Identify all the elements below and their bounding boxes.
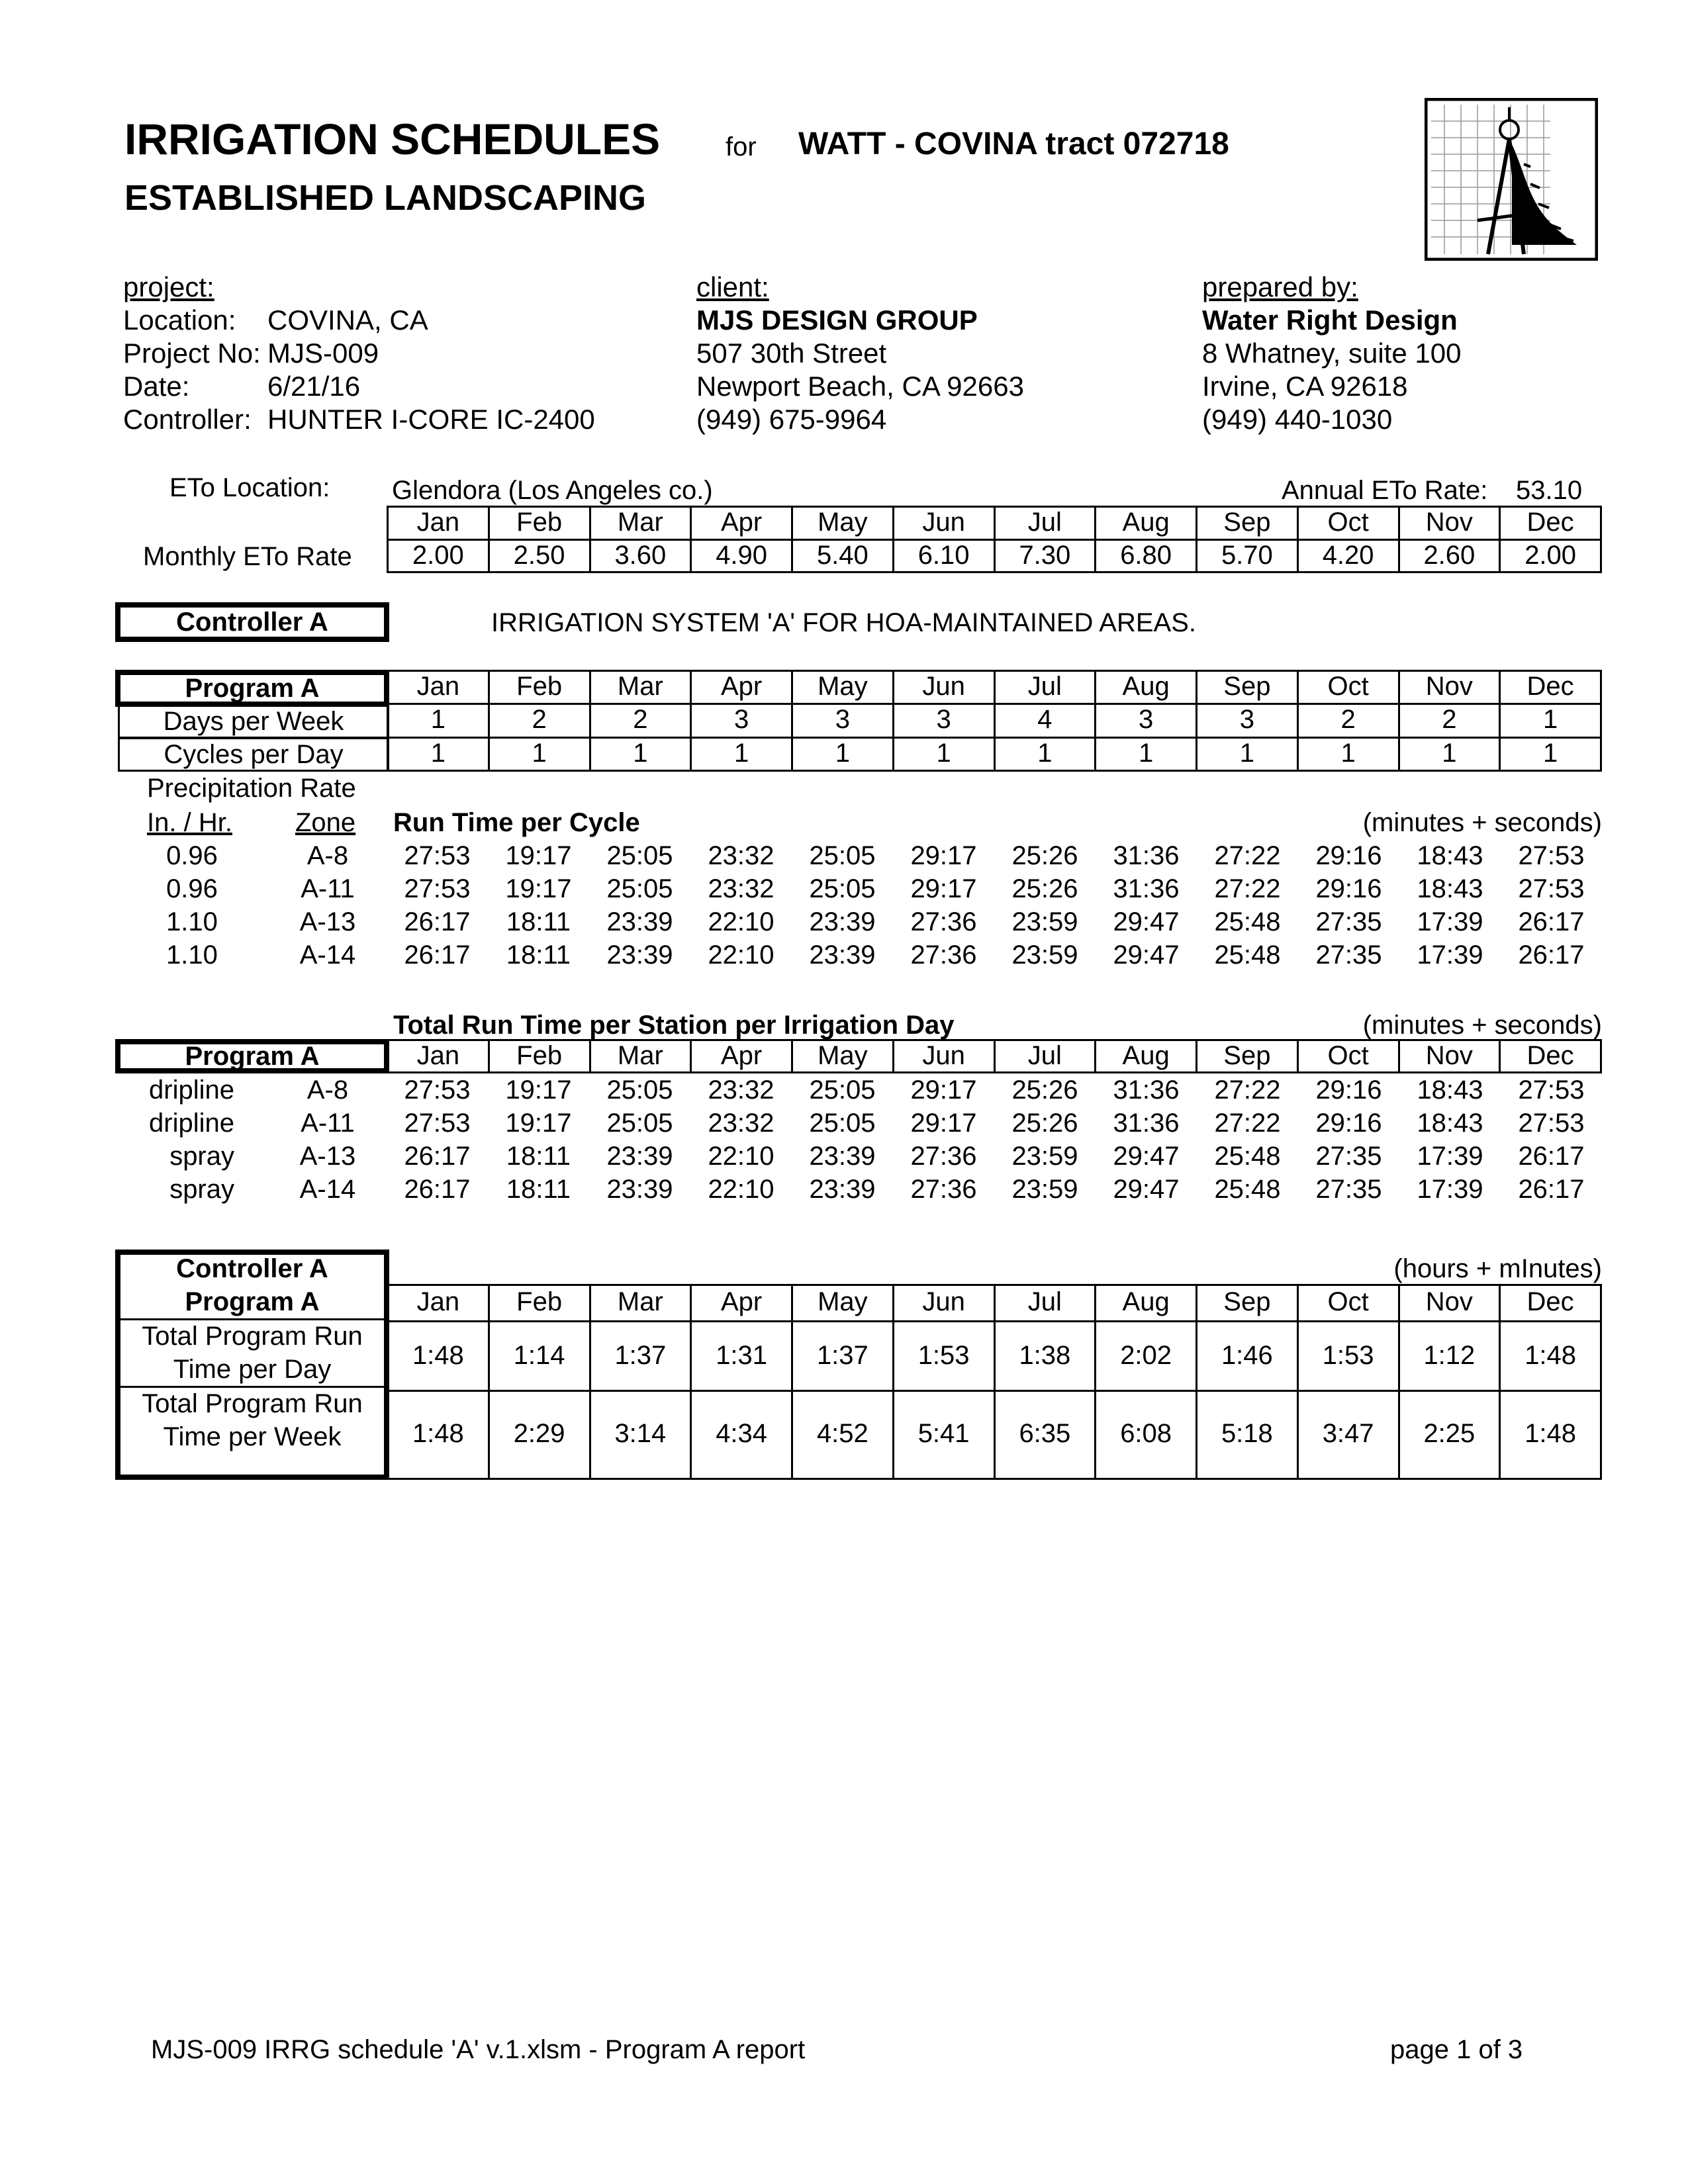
per-day-cell: 1:53 <box>894 1322 996 1390</box>
station-zone: A-8 <box>306 1075 349 1105</box>
cycles-cell: 1 <box>1096 739 1197 770</box>
eto-rate-row <box>389 541 1600 572</box>
per-week-cell: 3:14 <box>591 1392 692 1478</box>
runtime-cell: 18:11 <box>506 940 571 970</box>
cycles-cell: 1 <box>389 739 490 770</box>
month-header: Jun <box>894 1286 996 1320</box>
page-subtitle: ESTABLISHED LANDSCAPING <box>124 178 647 218</box>
per-day-cell: 1:46 <box>1197 1322 1299 1390</box>
page-title: IRRIGATION SCHEDULES <box>124 114 661 163</box>
month-header: Jul <box>996 1286 1097 1320</box>
runtime-cell: 26:17 <box>1518 907 1585 936</box>
runtime-cell: 26:17 <box>404 940 471 970</box>
station-program-label: Program A <box>185 1041 320 1071</box>
cycles-per-day-label: Cycles per Day <box>164 739 344 769</box>
zone-cell: A-8 <box>306 841 349 870</box>
runtime-cell: 25:48 <box>1214 940 1281 970</box>
station-cell: 25:05 <box>606 1109 673 1138</box>
month-header: Sep <box>1197 508 1299 539</box>
days-cell: 2 <box>1299 705 1400 736</box>
station-cell: 25:05 <box>809 1109 876 1138</box>
month-header: Jan <box>389 672 490 703</box>
month-header: Dec <box>1526 1041 1574 1070</box>
annual-eto-label: Annual ETo Rate: <box>1282 476 1488 505</box>
eto-rate-cell: 3.60 <box>591 541 692 572</box>
date-value: 6/21/16 <box>267 371 361 402</box>
client-address1: 507 30th Street <box>696 338 887 369</box>
station-cell: 27:22 <box>1214 1075 1281 1105</box>
month-header: Feb <box>490 508 591 539</box>
per-week-cell: 2:29 <box>490 1392 591 1478</box>
station-cell: 22:10 <box>708 1142 774 1171</box>
zone-cell: A-13 <box>299 907 356 936</box>
station-cell: 29:47 <box>1113 1142 1180 1171</box>
runtime-cell: 18:43 <box>1417 841 1483 870</box>
station-cell: 26:17 <box>1518 1142 1585 1171</box>
per-day-cell: 2:02 <box>1096 1322 1197 1390</box>
project-number-label: Project No: <box>123 338 261 369</box>
month-header: Oct <box>1299 672 1400 703</box>
per-day-cell: 1:37 <box>793 1322 894 1390</box>
runtime-cell: 31:36 <box>1113 841 1180 870</box>
station-cell: 27:53 <box>1518 1075 1585 1105</box>
runtime-cell: 27:36 <box>910 907 977 936</box>
runtime-cell: 26:17 <box>404 907 471 936</box>
runtime-cell: 25:05 <box>809 841 876 870</box>
station-zone: A-13 <box>299 1142 356 1171</box>
days-cell: 4 <box>996 705 1097 736</box>
month-header: Jul <box>996 672 1097 703</box>
per-week-cell: 6:35 <box>996 1392 1097 1478</box>
month-header: Feb <box>490 672 591 703</box>
controller-label: Controller A <box>176 607 328 637</box>
runtime-cell: 29:47 <box>1113 940 1180 970</box>
runtime-title: Run Time per Cycle <box>393 808 640 837</box>
station-cell: 26:17 <box>1518 1175 1585 1204</box>
month-header: Jan <box>389 1041 490 1071</box>
station-cell: 27:36 <box>910 1175 977 1204</box>
station-cell: 29:16 <box>1315 1075 1382 1105</box>
month-header: Sep <box>1197 1286 1299 1320</box>
month-header: Jun <box>894 508 996 539</box>
runtime-cell: 27:53 <box>404 841 471 870</box>
station-month-row <box>387 1039 1602 1073</box>
program-month-row <box>389 672 1600 705</box>
runtime-cell: 27:53 <box>404 874 471 903</box>
controller-description: IRRIGATION SYSTEM 'A' FOR HOA-MAINTAINED AREAS. <box>491 608 1197 637</box>
month-header: Dec <box>1526 1287 1574 1316</box>
prepared-address2: Irvine, CA 92618 <box>1202 371 1408 402</box>
runtime-row <box>387 938 1602 972</box>
runtime-cell: 27:36 <box>910 940 977 970</box>
runtime-cell: 29:47 <box>1113 907 1180 936</box>
runtime-cell: 22:10 <box>708 940 774 970</box>
eto-rate-cell: 4.20 <box>1299 541 1400 572</box>
station-cell: 19:17 <box>505 1075 572 1105</box>
month-header: Nov <box>1400 1286 1501 1320</box>
month-header: Mar <box>591 1286 692 1320</box>
month-header: Apr <box>692 672 793 703</box>
days-cell: 3 <box>894 705 996 736</box>
station-cell: 25:05 <box>606 1075 673 1105</box>
per-day-cell: 1:14 <box>490 1322 591 1390</box>
station-cell: 18:11 <box>506 1142 571 1171</box>
runtime-units: (minutes + seconds) <box>1362 808 1602 837</box>
eto-rate-cell: 2.00 <box>1524 540 1577 570</box>
summary-controller-label: Controller A <box>176 1254 328 1283</box>
month-header: Feb <box>490 1286 591 1320</box>
station-cell: 27:53 <box>404 1075 471 1105</box>
runtime-cell: 25:26 <box>1011 841 1078 870</box>
program-box <box>115 670 389 707</box>
station-cell: 25:48 <box>1214 1175 1281 1204</box>
month-header: Aug <box>1096 672 1197 703</box>
station-cell: 25:48 <box>1214 1142 1281 1171</box>
runtime-cell: 29:16 <box>1315 874 1382 903</box>
month-header: May <box>793 672 894 703</box>
compass-tree-logo-icon <box>1425 98 1598 261</box>
month-header: May <box>793 508 894 539</box>
runtime-cell: 27:53 <box>1518 841 1585 870</box>
station-cell: 27:35 <box>1315 1175 1382 1204</box>
runtime-cell: 27:22 <box>1214 874 1281 903</box>
controller-label: Controller: <box>123 404 252 435</box>
annual-eto-value: 53.10 <box>1516 476 1583 505</box>
runtime-cell: 22:10 <box>708 907 774 936</box>
runtime-cell: 25:05 <box>606 874 673 903</box>
days-cell: 2 <box>591 705 692 736</box>
per-week-cell: 1:48 <box>389 1392 490 1478</box>
client-heading: client: <box>696 271 769 302</box>
per-day-row <box>389 1322 1600 1392</box>
location-label: Location: <box>123 304 236 336</box>
station-zone: A-14 <box>299 1175 356 1204</box>
location-value: COVINA, CA <box>267 304 428 336</box>
month-header: Oct <box>1299 508 1400 539</box>
in-hr-label: In. / Hr. <box>147 808 232 837</box>
date-label: Date: <box>123 371 190 402</box>
precip-rate-cell: 0.96 <box>166 874 218 903</box>
summary-units: (hours + mInutes) <box>1393 1254 1602 1283</box>
station-cell: 23:39 <box>606 1142 673 1171</box>
station-cell: 17:39 <box>1417 1142 1483 1171</box>
project-number-value: MJS-009 <box>267 338 379 369</box>
station-cell: 27:22 <box>1214 1109 1281 1138</box>
runtime-row <box>387 839 1602 872</box>
station-row <box>387 1073 1602 1107</box>
runtime-cell: 23:32 <box>708 841 774 870</box>
cycles-cell: 1 <box>1299 739 1400 770</box>
days-label-cell <box>118 704 389 739</box>
month-header: Aug <box>1096 1041 1197 1071</box>
precip-rate-cell: 1.10 <box>166 907 218 936</box>
footer-page-number: page 1 of 3 <box>1390 2035 1523 2064</box>
month-header: Oct <box>1299 1041 1400 1071</box>
runtime-cell: 23:39 <box>809 940 876 970</box>
runtime-cell: 27:35 <box>1315 940 1382 970</box>
cycles-cell: 1 <box>490 739 591 770</box>
runtime-cell: 25:05 <box>606 841 673 870</box>
station-cell: 23:59 <box>1011 1142 1078 1171</box>
station-cell: 29:47 <box>1113 1175 1180 1204</box>
week-label-line2: Time per Week <box>163 1422 342 1451</box>
prepared-heading: prepared by: <box>1202 271 1358 302</box>
station-cell: 29:16 <box>1315 1109 1382 1138</box>
footer-filename: MJS-009 IRRG schedule 'A' v.1.xlsm - Program A report <box>151 2035 806 2064</box>
eto-rate-cell: 6.80 <box>1096 541 1197 572</box>
cycles-cell: 1 <box>1400 739 1501 770</box>
station-cell: 23:39 <box>606 1175 673 1204</box>
station-cell: 27:36 <box>910 1142 977 1171</box>
month-header: Jul <box>996 508 1097 539</box>
controller-value: HUNTER I-CORE IC-2400 <box>267 404 595 435</box>
month-header: Apr <box>692 508 793 539</box>
cycles-cell: 1 <box>591 739 692 770</box>
runtime-cell: 23:39 <box>606 907 673 936</box>
station-cell: 18:43 <box>1417 1075 1483 1105</box>
runtime-cell: 23:59 <box>1011 907 1078 936</box>
runtime-cell: 26:17 <box>1518 940 1585 970</box>
days-cell: 1 <box>1543 705 1558 735</box>
week-label-line1: Total Program Run <box>142 1389 363 1418</box>
program-label: Program A <box>185 673 320 703</box>
zone-label: Zone <box>295 808 356 837</box>
runtime-cell: 18:11 <box>506 907 571 936</box>
prepared-phone: (949) 440-1030 <box>1202 404 1393 435</box>
station-type: dripline <box>149 1075 234 1105</box>
station-type: dripline <box>149 1109 234 1138</box>
runtime-cell: 23:32 <box>708 874 774 903</box>
month-header: Sep <box>1197 1041 1299 1071</box>
runtime-cell: 27:35 <box>1315 907 1382 936</box>
month-header: Jul <box>996 1041 1097 1071</box>
runtime-cell: 23:59 <box>1011 940 1078 970</box>
eto-location-value: Glendora (Los Angeles co.) <box>392 476 713 505</box>
station-cell: 23:39 <box>809 1142 876 1171</box>
per-week-cell: 4:52 <box>793 1392 894 1478</box>
per-day-cell: 1:38 <box>996 1322 1097 1390</box>
month-header: Mar <box>591 672 692 703</box>
month-header: Nov <box>1400 672 1501 703</box>
eto-month-row <box>389 508 1600 541</box>
station-cell: 27:53 <box>404 1109 471 1138</box>
per-week-cell: 6:08 <box>1096 1392 1197 1478</box>
runtime-cell: 31:36 <box>1113 874 1180 903</box>
precip-rate-label: Precipitation Rate <box>147 774 356 803</box>
runtime-cell: 17:39 <box>1417 907 1483 936</box>
cycles-cell: 1 <box>692 739 793 770</box>
precip-rate-cell: 1.10 <box>166 940 218 970</box>
month-header: Sep <box>1197 672 1299 703</box>
cycles-cell: 1 <box>1543 738 1558 768</box>
days-cell: 3 <box>692 705 793 736</box>
station-program-box <box>115 1039 389 1073</box>
station-cell: 17:39 <box>1417 1175 1483 1204</box>
runtime-row <box>387 872 1602 905</box>
station-type: spray <box>169 1175 234 1204</box>
per-week-cell: 1:48 <box>1524 1419 1577 1448</box>
per-week-cell: 5:41 <box>894 1392 996 1478</box>
eto-rate-cell: 5.40 <box>793 541 894 572</box>
eto-rate-cell: 6.10 <box>894 541 996 572</box>
per-week-cell: 3:47 <box>1299 1392 1400 1478</box>
month-header: Oct <box>1299 1286 1400 1320</box>
month-header: Nov <box>1400 508 1501 539</box>
client-phone: (949) 675-9964 <box>696 404 887 435</box>
month-header: May <box>793 1041 894 1071</box>
per-week-cell: 4:34 <box>692 1392 793 1478</box>
runtime-cell: 19:17 <box>505 841 572 870</box>
project-name: WATT - COVINA tract 072718 <box>798 126 1229 161</box>
month-header: Nov <box>1400 1041 1501 1071</box>
monthly-eto-label: Monthly ETo Rate <box>143 542 352 571</box>
zone-cell: A-11 <box>301 874 355 903</box>
month-header: Jan <box>389 508 490 539</box>
day-label-line2: Time per Day <box>173 1355 332 1384</box>
station-cell: 29:17 <box>910 1109 977 1138</box>
runtime-cell: 29:16 <box>1315 841 1382 870</box>
runtime-cell: 18:43 <box>1417 874 1483 903</box>
month-header: Mar <box>591 1041 692 1071</box>
client-address2: Newport Beach, CA 92663 <box>696 371 1024 402</box>
cycles-cell: 1 <box>1197 739 1299 770</box>
day-label-line1: Total Program Run <box>142 1322 363 1351</box>
cycles-cell: 1 <box>996 739 1097 770</box>
eto-rate-cell: 7.30 <box>996 541 1097 572</box>
station-units: (minutes + seconds) <box>1362 1011 1602 1040</box>
controller-box <box>115 602 389 642</box>
runtime-cell: 25:26 <box>1011 874 1078 903</box>
runtime-cell: 17:39 <box>1417 940 1483 970</box>
station-cell: 22:10 <box>708 1175 774 1204</box>
zone-cell: A-14 <box>299 940 356 970</box>
eto-rate-cell: 5.70 <box>1197 541 1299 572</box>
prepared-address1: 8 Whatney, suite 100 <box>1202 338 1462 369</box>
station-cell: 27:35 <box>1315 1142 1382 1171</box>
runtime-cell: 27:53 <box>1518 874 1585 903</box>
per-week-cell: 2:25 <box>1400 1392 1501 1478</box>
station-cell: 29:17 <box>910 1075 977 1105</box>
month-header: Jun <box>894 1041 996 1071</box>
month-header: Jun <box>894 672 996 703</box>
station-cell: 25:26 <box>1011 1075 1078 1105</box>
runtime-cell: 27:22 <box>1214 841 1281 870</box>
station-cell: 19:17 <box>505 1109 572 1138</box>
month-header: Aug <box>1096 1286 1197 1320</box>
summary-month-row <box>389 1286 1600 1322</box>
client-name: MJS DESIGN GROUP <box>696 304 978 336</box>
month-header: May <box>793 1286 894 1320</box>
summary-program-label: Program A <box>185 1287 320 1316</box>
program-table <box>387 670 1602 772</box>
runtime-cell: 19:17 <box>505 874 572 903</box>
station-cell: 23:39 <box>809 1175 876 1204</box>
station-zone: A-11 <box>301 1109 355 1138</box>
cycles-label-cell <box>118 737 389 772</box>
days-cell: 2 <box>1400 705 1501 736</box>
month-header: Feb <box>490 1041 591 1071</box>
summary-table <box>387 1284 1602 1480</box>
station-row <box>387 1140 1602 1173</box>
per-week-row <box>389 1392 1600 1478</box>
precip-rate-cell: 0.96 <box>166 841 218 870</box>
station-cell: 18:11 <box>506 1175 571 1204</box>
per-day-cell: 1:12 <box>1400 1322 1501 1390</box>
cycles-cell: 1 <box>894 739 996 770</box>
month-header: Jan <box>389 1286 490 1320</box>
per-day-cell: 1:48 <box>389 1322 490 1390</box>
station-row <box>387 1173 1602 1206</box>
station-cell: 26:17 <box>404 1175 471 1204</box>
station-type: spray <box>169 1142 234 1171</box>
station-cell: 23:59 <box>1011 1175 1078 1204</box>
prepared-name: Water Right Design <box>1202 304 1458 336</box>
project-heading: project: <box>123 271 214 302</box>
cycles-cell: 1 <box>793 739 894 770</box>
runtime-cell: 25:05 <box>809 874 876 903</box>
eto-rate-cell: 2.60 <box>1400 541 1501 572</box>
eto-rate-cell: 4.90 <box>692 541 793 572</box>
per-day-cell: 1:31 <box>692 1322 793 1390</box>
per-day-cell: 1:37 <box>591 1322 692 1390</box>
month-header: Apr <box>692 1041 793 1071</box>
station-cell: 25:05 <box>809 1075 876 1105</box>
station-cell: 31:36 <box>1113 1075 1180 1105</box>
station-title: Total Run Time per Station per Irrigation Day <box>393 1011 955 1040</box>
days-cell: 3 <box>1096 705 1197 736</box>
month-header: Dec <box>1526 508 1574 537</box>
days-cell: 3 <box>1197 705 1299 736</box>
cycles-per-day-row <box>389 739 1600 770</box>
station-cell: 26:17 <box>404 1142 471 1171</box>
month-header: Aug <box>1096 508 1197 539</box>
per-day-cell: 1:48 <box>1524 1341 1577 1370</box>
station-row <box>387 1107 1602 1140</box>
month-header: Dec <box>1526 672 1574 701</box>
days-cell: 2 <box>490 705 591 736</box>
station-cell: 18:43 <box>1417 1109 1483 1138</box>
days-per-week-row <box>389 705 1600 738</box>
for-label: for <box>726 132 757 161</box>
station-cell: 25:26 <box>1011 1109 1078 1138</box>
eto-location-label: ETo Location: <box>169 473 330 502</box>
days-cell: 3 <box>793 705 894 736</box>
runtime-cell: 25:48 <box>1214 907 1281 936</box>
per-day-cell: 1:53 <box>1299 1322 1400 1390</box>
runtime-cell: 23:39 <box>606 940 673 970</box>
month-header: Mar <box>591 508 692 539</box>
per-week-cell: 5:18 <box>1197 1392 1299 1478</box>
days-per-week-label: Days per Week <box>163 706 344 736</box>
station-cell: 31:36 <box>1113 1109 1180 1138</box>
month-header: Apr <box>692 1286 793 1320</box>
station-cell: 23:32 <box>708 1109 774 1138</box>
runtime-cell: 29:17 <box>910 874 977 903</box>
eto-rate-cell: 2.00 <box>389 541 490 572</box>
runtime-cell: 29:17 <box>910 841 977 870</box>
runtime-cell: 23:39 <box>809 907 876 936</box>
runtime-row <box>387 905 1602 938</box>
station-cell: 27:53 <box>1518 1109 1585 1138</box>
eto-table <box>387 506 1602 573</box>
station-cell: 23:32 <box>708 1075 774 1105</box>
eto-rate-cell: 2.50 <box>490 541 591 572</box>
days-cell: 1 <box>389 705 490 736</box>
